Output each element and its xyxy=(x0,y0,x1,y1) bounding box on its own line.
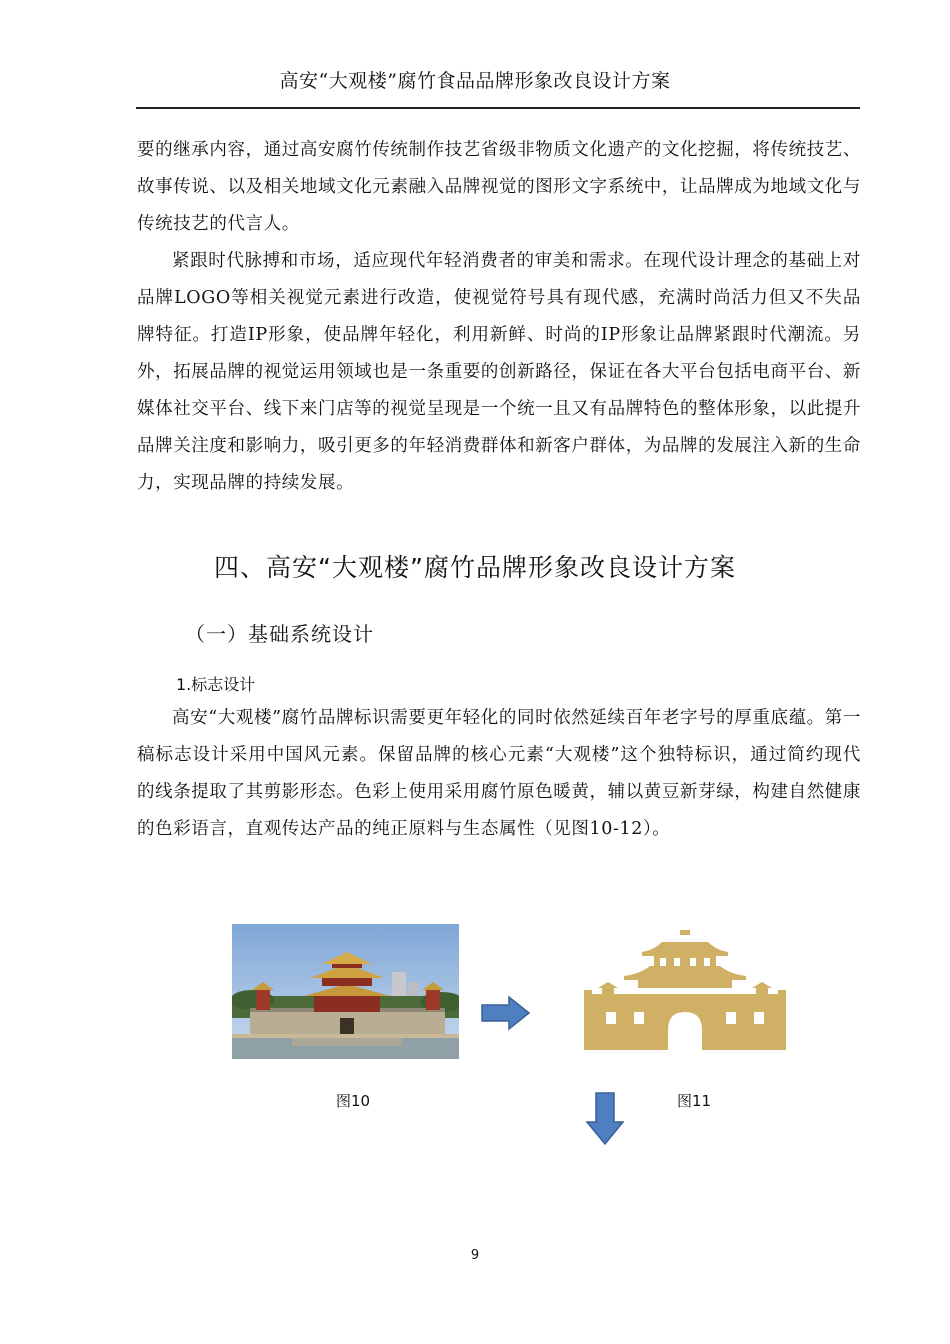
header-rule xyxy=(136,107,860,109)
figure-10-caption: 图10 xyxy=(336,1092,371,1110)
page-number: 9 xyxy=(470,1248,480,1263)
paragraph-logo-design: 高安“大观楼”腐竹品牌标识需要更年轻化的同时依然延续百年老字号的厚重底蕴。第一稿标志设计采用中国风元素。保留品牌的核心元素“大观楼”这个独特标识，通过简约现代的线条提取了其剪影形态。色彩上使用采用腐竹原色暖黄，辅以黄豆新芽绿，构建自然健康的色彩语言，直观传达产品的纯正原料与生态属性（见图10-12）。 xyxy=(137,708,861,839)
tower-photo xyxy=(232,924,459,1059)
body-block-logo xyxy=(137,700,861,848)
paragraph-continuation: 要的继承内容，通过高安腐竹传统制作技艺省级非物质文化遗产的文化挖掘，将传统技艺、故事传说、以及相关地域文化元素融入品牌视觉的图形文字系统中，让品牌成为地域文化与传统技艺的代言人。 xyxy=(137,140,861,234)
body-block-top xyxy=(137,132,861,502)
paragraph-modernization: 紧跟时代脉搏和市场，适应现代年轻消费者的审美和需求。在现代设计理念的基础上对品牌LOGO等相关视觉元素进行改造，使视觉符号具有现代感，充满时尚活力但又不失品牌特征。打造IP形象，使品牌年轻化，利用新鲜、时尚的IP形象让品牌紧跟时代潮流。另外，拓展品牌的视觉运用领域也是一条重要的创新路径，保证在各大平台包括电商平台、新媒体社交平台、线下来门店等的视觉呈现是一个统一且又有品牌特色的整体形象，以此提升品牌关注度和影响力，吸引更多的年轻消费群体和新客户群体，为品牌的发展注入新的生命力，实现品牌的持续发展。 xyxy=(137,251,861,493)
arrow-down-icon xyxy=(586,1092,624,1146)
arrow-right-icon xyxy=(481,995,531,1031)
figure-11-caption: 图11 xyxy=(677,1092,712,1110)
item-heading: 1.标志设计 xyxy=(176,675,256,694)
subsection-heading: （一）基础系统设计 xyxy=(185,622,374,646)
section-heading: 四、高安“大观楼”腐竹品牌形象改良设计方案 xyxy=(214,553,736,582)
tower-silhouette-logo xyxy=(584,930,786,1050)
running-header: 高安“大观楼”腐竹食品品牌形象改良设计方案 xyxy=(279,70,671,92)
